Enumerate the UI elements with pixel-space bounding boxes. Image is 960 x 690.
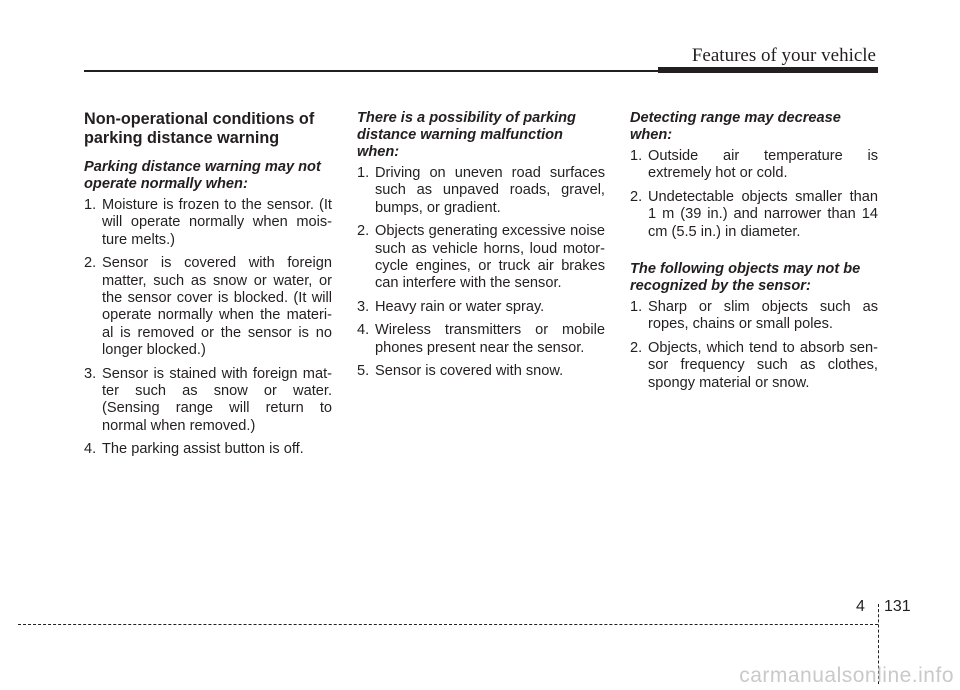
list-item <box>630 299 878 334</box>
item-text: Wireless transmitters or mobile phones present near the sensor. <box>375 322 605 356</box>
list-item <box>84 197 332 249</box>
not-recognized-list <box>630 299 878 392</box>
item-number: 2. <box>84 255 97 272</box>
item-number: 1. <box>357 165 370 181</box>
watermark: carmanualsonline.info <box>739 664 954 687</box>
item-number: 1. <box>84 197 97 213</box>
footer-rule <box>18 624 878 625</box>
range-decrease-list <box>630 148 878 241</box>
running-header: Features of your vehicle <box>691 45 876 66</box>
item-number: 4. <box>84 441 97 458</box>
column-2 <box>357 110 605 386</box>
list-item <box>357 165 605 217</box>
item-text: The parking assist button is off. <box>102 441 304 458</box>
subheading-range-decrease: Detecting range may decrease when: <box>630 110 841 143</box>
item-text: Driving on uneven road surfaces such as unpaved roads, gravel, bumps, or gradient. <box>375 165 605 216</box>
chapter-number: 4 <box>856 598 865 615</box>
column-1 <box>84 110 332 465</box>
item-text: Sharp or slim objects such as ropes, chains or small poles. <box>648 299 878 333</box>
list-item <box>357 363 605 380</box>
item-number: 1. <box>630 299 643 316</box>
item-number: 1. <box>630 148 643 164</box>
item-number: 2. <box>630 188 643 205</box>
list-item <box>630 340 878 392</box>
list-item <box>630 189 878 241</box>
item-text: Undetectable objects smaller than 1 m (39 in.) and narrower than 14 cm (5.5 in.) in diameter. <box>648 188 878 240</box>
header-rule-accent <box>658 67 878 73</box>
item-text: Outside air temperature is extremely hot or cold. <box>648 148 878 182</box>
item-text: Objects generating excessive noise such as vehicle horns, loud motor-cycle engines, or truck air brakes can interfere with the sensor. <box>375 223 605 292</box>
list-item <box>84 441 332 458</box>
item-number: 3. <box>84 365 97 382</box>
list-item <box>357 322 605 357</box>
malfunction-list <box>357 165 605 380</box>
item-number: 4. <box>357 322 370 339</box>
page-number: 131 <box>884 598 911 615</box>
item-text: Heavy rain or water spray. <box>375 298 545 315</box>
item-text: Sensor is covered with snow. <box>375 363 564 380</box>
list-item <box>357 299 605 316</box>
item-text: Sensor is covered with foreign matter, such as snow or water, or the sensor cover is blocked. (It will operate normally when the materi-al is removed or the sensor is no longer blocked.) <box>102 255 332 359</box>
column-3 <box>630 110 878 398</box>
list-item <box>630 148 878 183</box>
item-text: Moisture is frozen to the sensor. (It will operate normally when mois-ture melts.) <box>102 197 332 248</box>
subheading-not-operate: Parking distance warning may not operate normally when: <box>84 159 321 192</box>
item-number: 5. <box>357 363 370 380</box>
not-operate-list <box>84 197 332 459</box>
item-text: Objects, which tend to absorb sen-sor frequency such as clothes, spongy material or snow. <box>648 339 878 391</box>
list-item <box>357 223 605 293</box>
subheading-not-recognized: The following objects may not be recognized by the sensor: <box>630 261 861 295</box>
item-number: 2. <box>630 339 643 356</box>
list-item <box>84 255 332 359</box>
list-item <box>84 366 332 436</box>
section-heading: Non-operational conditions of parking distance warning <box>84 110 315 147</box>
subheading-malfunction: There is a possibility of parking distance warning malfunction when: <box>357 110 576 160</box>
item-number: 2. <box>357 223 370 240</box>
item-text: Sensor is stained with foreign mat-ter such as snow or water. (Sensing range will return to normal when removed.) <box>102 365 332 434</box>
item-number: 3. <box>357 298 370 315</box>
header-rule <box>84 70 658 72</box>
